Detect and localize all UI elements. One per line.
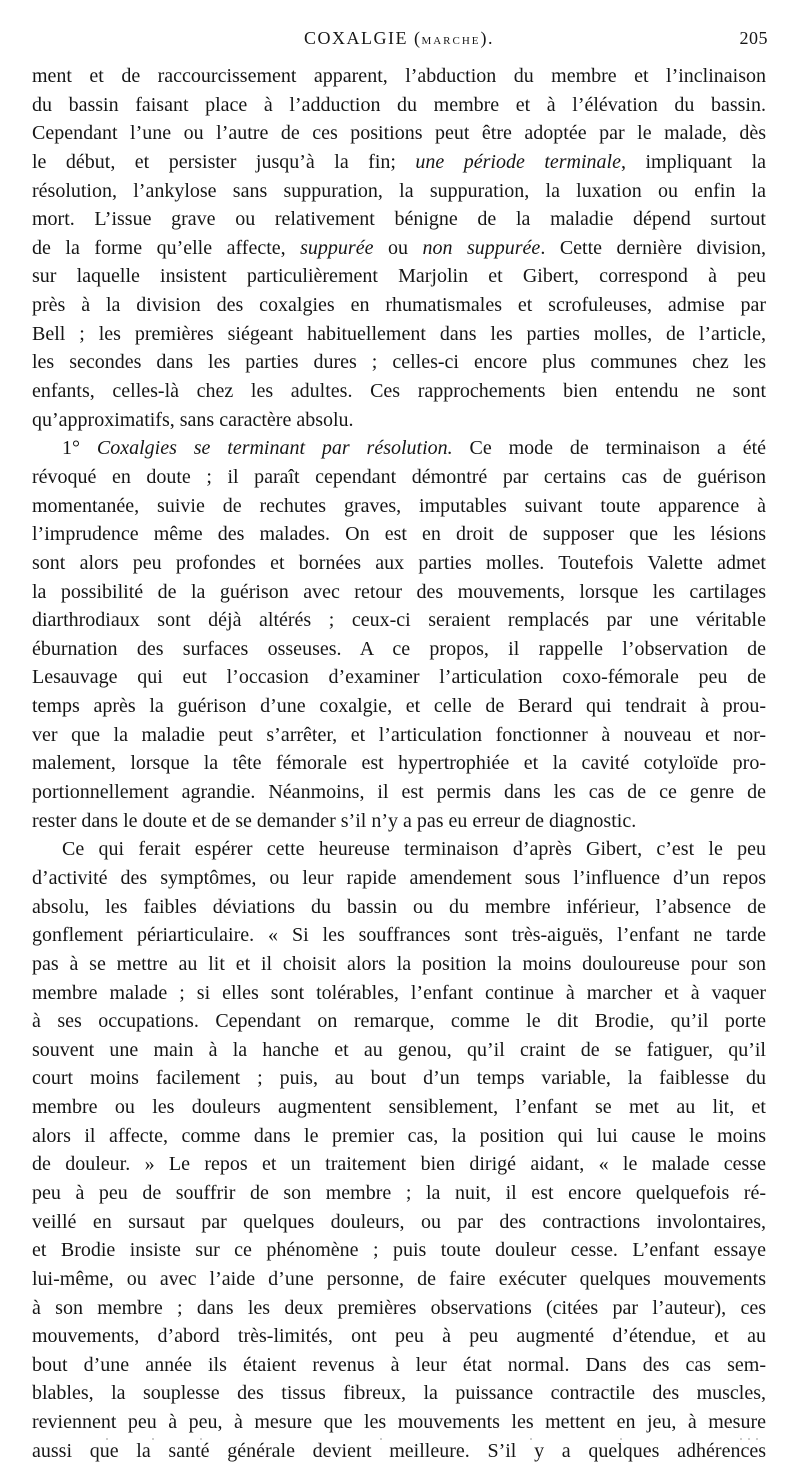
text-line [32, 520, 766, 549]
line-text: de douleur. » Le repos et un traitement bien dirigé aidant, « le malade cesse [32, 1153, 766, 1176]
line-text: à son membre ; dans les deux premières observations (citées par l’auteur), ces [32, 1296, 766, 1319]
line-text: à ses occupations. Cependant on remarque, comme le dit Brodie, qu’il porte [32, 1010, 766, 1033]
line-text: souvent une main à la hanche et au genou, qu’il craint de se fatiguer, qu’il [32, 1038, 766, 1061]
text-line [32, 807, 766, 836]
line-text: membre malade ; si elles sont tolérables, l’enfant continue à marcher et à vaquer [32, 981, 766, 1004]
line-text: gonflement périarticulaire. « Si les souffrances sont très-aiguës, l’enfant ne tarde [32, 924, 766, 947]
running-header [30, 28, 768, 54]
line-text: membre ou les douleurs augmentent sensiblement, l’enfant se met au lit, et [32, 1096, 766, 1119]
line-text: bout d’une année ils étaient revenus à leur état normal. Dans des cas sem- [32, 1353, 766, 1376]
text-line [32, 205, 766, 234]
line-text: veillé en sursaut par quelques douleurs, ou par des contractions involontaires, [32, 1210, 766, 1233]
text-line [32, 1294, 766, 1323]
line-text: éburnation des surfaces osseuses. A ce propos, il rappelle l’observation de [32, 637, 766, 660]
text-line [32, 1150, 766, 1179]
text-line [32, 1208, 766, 1237]
line-text: portionnellement agrandie. Néanmoins, il est permis dans les cas de ce genre de [32, 781, 766, 804]
text-line [32, 893, 766, 922]
text-line [32, 1379, 766, 1408]
line-text: mort. L’issue grave ou relativement bénigne de la maladie dépend surtout [32, 208, 766, 231]
line-text: l’imprudence même des malades. On est en droit de supposer que les lésions [32, 523, 766, 546]
text-line [32, 119, 766, 148]
line-text: d’activité des symptômes, ou leur rapide amendement sous l’influence d’un repos [32, 866, 766, 889]
text-line [32, 62, 766, 91]
line-text: sur laquelle insistent particulièrement Marjolin et Gibert, correspond à peu [32, 265, 766, 288]
line-text: mouvements, d’abord très-limités, ont peu à peu augmenté d’étendue, et au [32, 1325, 766, 1348]
line-text: , impliquant la [620, 150, 766, 173]
line-text: lui-même, ou avec l’aide d’une personne, de faire exécuter quelques mouvements [32, 1267, 766, 1290]
text-line [32, 1122, 766, 1151]
text-line [32, 979, 766, 1008]
line-text: près à la division des coxalgies en rhumatismales et scrofuleuses, admise par [32, 294, 766, 317]
line-text: blables, la souplesse des tissus fibreux, la puissance contractile des muscles, [32, 1382, 766, 1405]
text-line [32, 406, 766, 435]
text-line [32, 663, 766, 692]
italic-phrase: Coxalgies se terminant par résolution. [96, 437, 453, 460]
text-line [32, 950, 766, 979]
line-text: peu à peu de souffrir de son membre ; la nuit, il est encore quelquefois ré- [32, 1181, 766, 1204]
line-text: pas à se mettre au lit et il choisit alors la position la moins douloureuse pour son [32, 952, 766, 975]
running-title-main: COXALGIE ( [303, 28, 422, 48]
line-text: enfants, celles-là chez les adultes. Ces rapprochements bien entendu ne sont [32, 380, 766, 403]
text-line [32, 578, 766, 607]
line-text: diarthrodiaux sont déjà altérés ; ceux-ci seraient remplacés par une véritable [32, 609, 766, 632]
line-text: . Cette dernière division, [540, 236, 766, 259]
text-line [32, 291, 766, 320]
text-line [32, 1036, 766, 1065]
italic-phrase: une période terminale [415, 150, 621, 173]
line-text: ou [373, 236, 423, 259]
line-text: et Brodie insiste sur ce phénomène ; puis toute douleur cesse. L’enfant essaye [32, 1239, 766, 1262]
line-text: résolution, l’ankylose sans suppuration, la suppuration, la luxation ou enfin la [32, 179, 766, 202]
text-line [32, 177, 766, 206]
text-line [32, 377, 766, 406]
line-text: alors il affecte, comme dans le premier cas, la position qui lui cause le moins [32, 1124, 766, 1147]
text-line [32, 921, 766, 950]
line-text: momentanée, suivie de rechutes graves, imputables suivant toute apparence à [32, 494, 766, 517]
text-line [32, 778, 766, 807]
line-text: Ce mode de terminaison a été [452, 437, 766, 460]
page-number: 205 [739, 28, 768, 48]
text-line [32, 91, 766, 120]
line-text: Cependant l’une ou l’autre de ces positions peut être adoptée par le malade, dès [32, 122, 766, 145]
line-text: Ce qui ferait espérer cette heureuse terminaison d’après Gibert, c’est le peu [62, 838, 766, 861]
line-text: la possibilité de la guérison avec retour des mouvements, lorsque les cartilages [32, 580, 766, 603]
text-line [32, 549, 766, 578]
text-line [32, 1093, 766, 1122]
text-line [32, 864, 766, 893]
text-line [32, 1064, 766, 1093]
body-text [32, 62, 766, 1465]
line-text: le début, et persister jusqu’à la fin; [32, 150, 416, 173]
line-text: qu’approximatifs, sans caractère absolu. [32, 408, 354, 431]
line-text: de la forme qu’elle affecte, [32, 236, 301, 259]
text-line [32, 1007, 766, 1036]
text-line [32, 835, 766, 864]
line-text: ment et de raccourcissement apparent, l’abduction du membre et l’inclinaison [32, 65, 766, 87]
running-title-smallcaps: MARCHE [421, 35, 481, 47]
line-text: temps après la guérison d’une coxalgie, et celle de Berard qui tendrait à prou- [32, 695, 766, 718]
text-line [32, 1179, 766, 1208]
text-line [32, 721, 766, 750]
line-text: sont alors peu profondes et bornées aux parties molles. Toutefois Valette admet [32, 551, 766, 574]
text-line [32, 1236, 766, 1265]
text-line [32, 1322, 766, 1351]
text-line [32, 635, 766, 664]
line-text: reviennent peu à peu, à mesure que les mouvements les mettent en jeu, à mesure [32, 1411, 766, 1434]
running-title [30, 28, 768, 49]
italic-phrase: non suppurée [422, 236, 541, 259]
footer-scan-marks [100, 1438, 766, 1446]
text-line [32, 262, 766, 291]
line-text: Bell ; les premières siégeant habituellement dans les parties molles, de l’article, [32, 322, 766, 345]
line-text: absolu, les faibles déviations du bassin ou du membre inférieur, l’absence de [32, 895, 766, 918]
text-line [32, 692, 766, 721]
text-line [32, 348, 766, 377]
line-text: Lesauvage qui eut l’occasion d’examiner l’articulation coxo-fémorale peu de [32, 666, 766, 689]
line-text: malement, lorsque la tête fémorale est hypertrophiée et la cavité cotyloïde pro- [32, 752, 766, 775]
text-line [32, 320, 766, 349]
text-line [32, 463, 766, 492]
text-line [32, 606, 766, 635]
line-text: ver que la maladie peut s’arrêter, et l’articulation fonctionner à nouveau et nor- [32, 723, 766, 746]
line-text: court moins facilement ; puis, au bout d’un temps variable, la faiblesse du [32, 1067, 766, 1090]
line-text: 1° [62, 437, 97, 460]
text-line [32, 1351, 766, 1380]
line-text: aussi que la santé générale devient meilleure. S’il y a quelques adhérences [32, 1439, 766, 1462]
line-text: rester dans le doute et de se demander s’il n’y a pas eu erreur de diagnostic. [32, 809, 637, 832]
text-line [32, 492, 766, 521]
line-text: du bassin faisant place à l’adduction du membre et à l’élévation du bassin. [32, 93, 766, 116]
text-line [32, 434, 766, 463]
italic-phrase: suppurée [300, 236, 374, 259]
text-line [32, 749, 766, 778]
text-line [32, 148, 766, 177]
running-title-end: ). [480, 28, 495, 48]
text-line [32, 234, 766, 263]
text-line [32, 1265, 766, 1294]
line-text: révoqué en doute ; il paraît cependant démontré par certains cas de guérison [32, 465, 766, 488]
text-line [32, 1408, 766, 1437]
line-text: les secondes dans les parties dures ; celles-ci encore plus communes chez les [32, 351, 766, 374]
